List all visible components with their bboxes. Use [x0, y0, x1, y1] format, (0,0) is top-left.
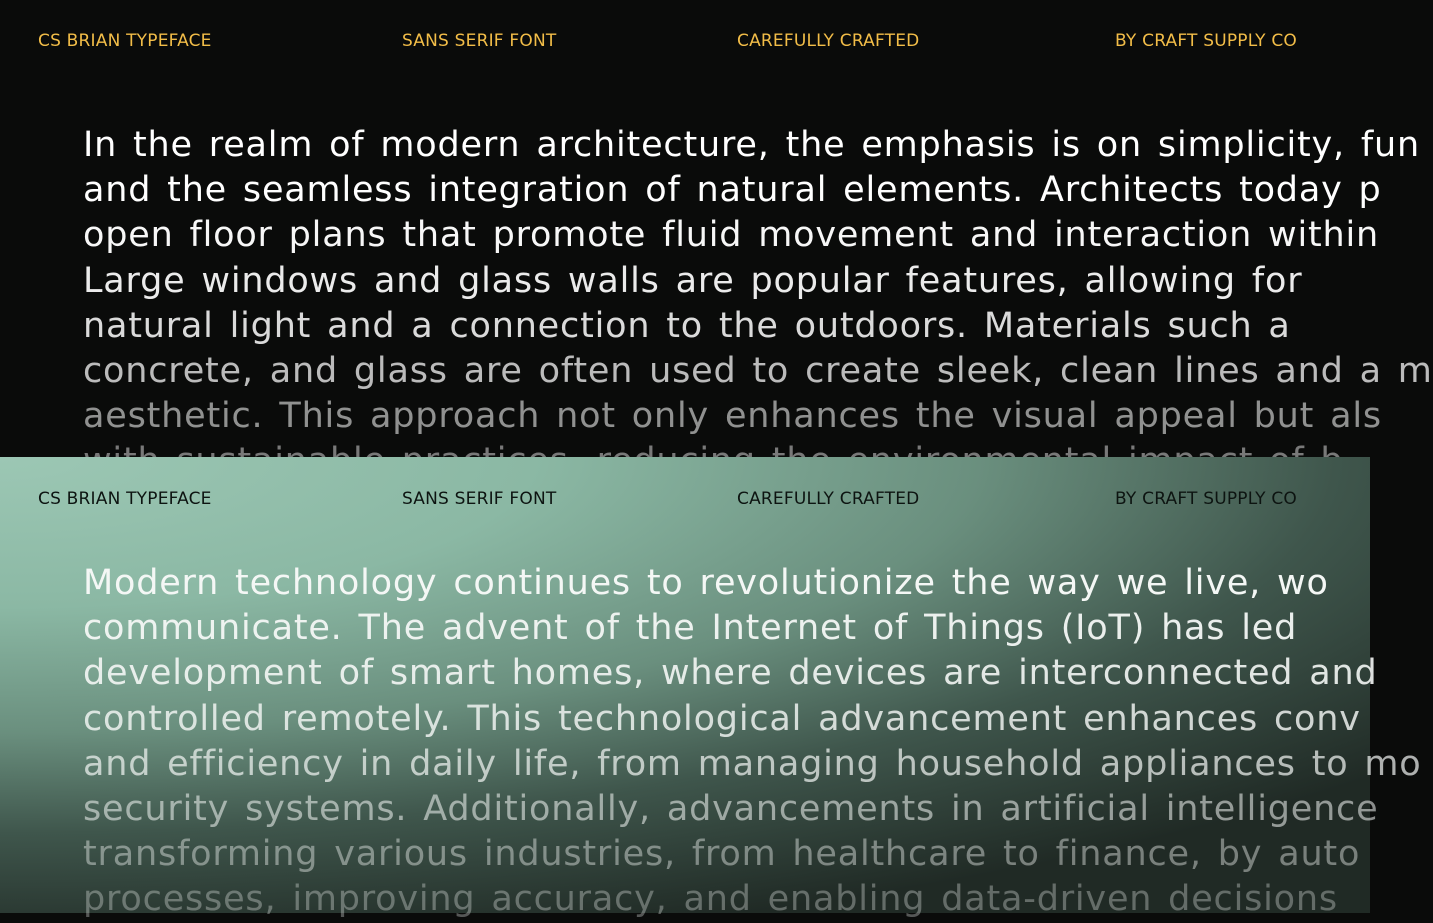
paragraph-line: processes, improving accuracy, and enabling data-driven decisions: [83, 879, 1338, 920]
paragraph-line: and efficiency in daily life, from managing household appliances to mo: [83, 743, 1422, 784]
header-tagline: CAREFULLY CRAFTED: [737, 489, 920, 509]
specimen-paragraph: [83, 561, 1422, 923]
paragraph-line: In the realm of modern architecture, the emphasis is on simplicity, fun: [83, 125, 1420, 165]
paragraph-line: and the seamless integration of natural elements. Architects today p: [83, 170, 1382, 211]
header-row: [0, 31, 1370, 51]
paragraph-line: controlled remotely. This technological advancement enhances conv: [83, 698, 1361, 739]
header-foundry: BY CRAFT SUPPLY CO: [1115, 489, 1298, 509]
paragraph-line: aesthetic. This approach not only enhances the visual appeal but als: [83, 396, 1382, 437]
paragraph-line: transforming various industries, from healthcare to finance, by auto: [83, 834, 1361, 875]
header-font-style: SANS SERIF FONT: [402, 31, 557, 51]
paragraph-line: security systems. Additionally, advancements in artificial intelligence: [83, 788, 1379, 829]
header-foundry: BY CRAFT SUPPLY CO: [1115, 31, 1298, 51]
specimen-paragraph: [83, 123, 1433, 485]
paragraph-line: concrete, and glass are often used to create sleek, clean lines and a m: [83, 350, 1433, 391]
specimen-panel-green: [0, 457, 1422, 920]
paragraph-line: development of smart homes, where devices are interconnected and: [83, 653, 1378, 694]
header-font-style: SANS SERIF FONT: [402, 489, 557, 509]
specimen-panel-dark: [0, 0, 1433, 457]
header-typeface-name: CS BRIAN TYPEFACE: [38, 489, 212, 509]
paragraph-line: Modern technology continues to revolutionize the way we live, wo: [83, 563, 1329, 603]
paragraph-line: natural light and a connection to the outdoors. Materials such a: [83, 305, 1291, 346]
header-tagline: CAREFULLY CRAFTED: [737, 31, 920, 51]
header-row: [0, 489, 1370, 509]
paragraph-line: Large windows and glass walls are popular features, allowing for: [83, 260, 1303, 301]
paragraph-line: communicate. The advent of the Internet of Things (IoT) has led: [83, 608, 1298, 649]
paragraph-line: open floor plans that promote fluid movement and interaction within: [83, 215, 1379, 256]
header-typeface-name: CS BRIAN TYPEFACE: [38, 31, 212, 51]
